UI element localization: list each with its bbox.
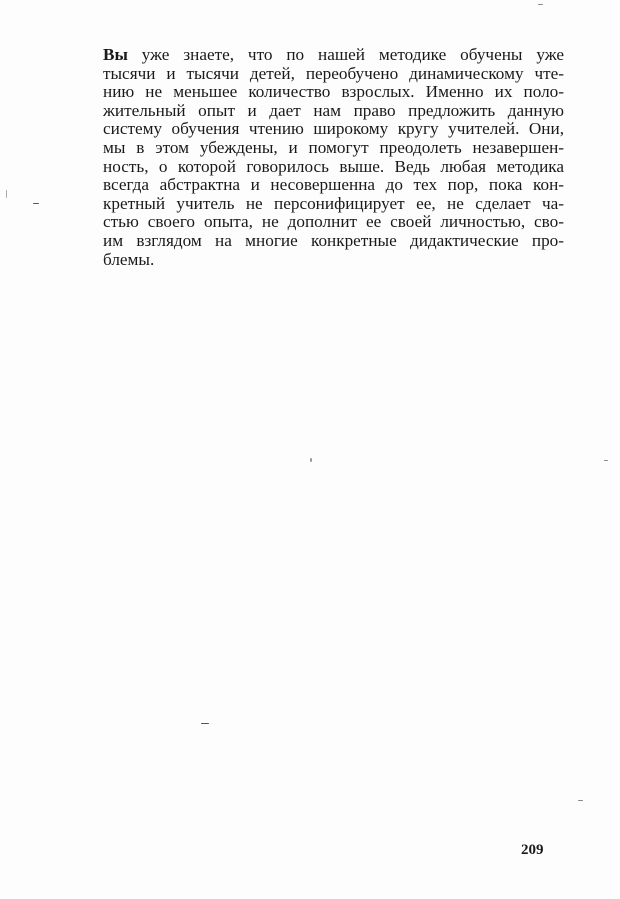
scan-speck [6, 190, 7, 198]
text-line: нию не меньшее количество взрослых. Именно их поло- [103, 82, 564, 102]
scan-speck [33, 203, 39, 204]
text-line: мы в этом убеждены, и помогут преодолеть незавершен- [103, 137, 564, 157]
text-line: им взглядом на многие конкретные дидактические про- [103, 230, 564, 250]
text-line: систему обучения чтению широкому кругу учителей. Они, [103, 119, 564, 139]
scan-speck [310, 458, 312, 462]
text-line: стью своего опыта, не дополнит ее своей личностью, сво- [103, 212, 564, 232]
scan-speck [538, 4, 543, 5]
scan-speck [201, 723, 209, 724]
text-line: кретный учитель не персонифицирует ее, не сделает ча- [103, 193, 564, 213]
text-line: ность, о которой говорилось выше. Ведь любая методика [103, 156, 564, 176]
lead-word: Вы [103, 45, 128, 64]
text-line [103, 46, 564, 65]
line-text: уже знаете, что по нашей методике обучены уже [127, 45, 564, 64]
text-line: жительный опыт и дает нам право предложить данную [103, 100, 564, 120]
scan-speck [604, 460, 608, 461]
text-line: блемы. [103, 249, 155, 269]
body-paragraph [103, 46, 564, 269]
page-number: 209 [521, 842, 544, 858]
scan-speck [578, 800, 583, 801]
text-line: тысячи и тысячи детей, переобучено динамическому чте- [103, 63, 564, 83]
text-line: всегда абстрактна и несовершенна до тех пор, пока кон- [103, 175, 564, 195]
